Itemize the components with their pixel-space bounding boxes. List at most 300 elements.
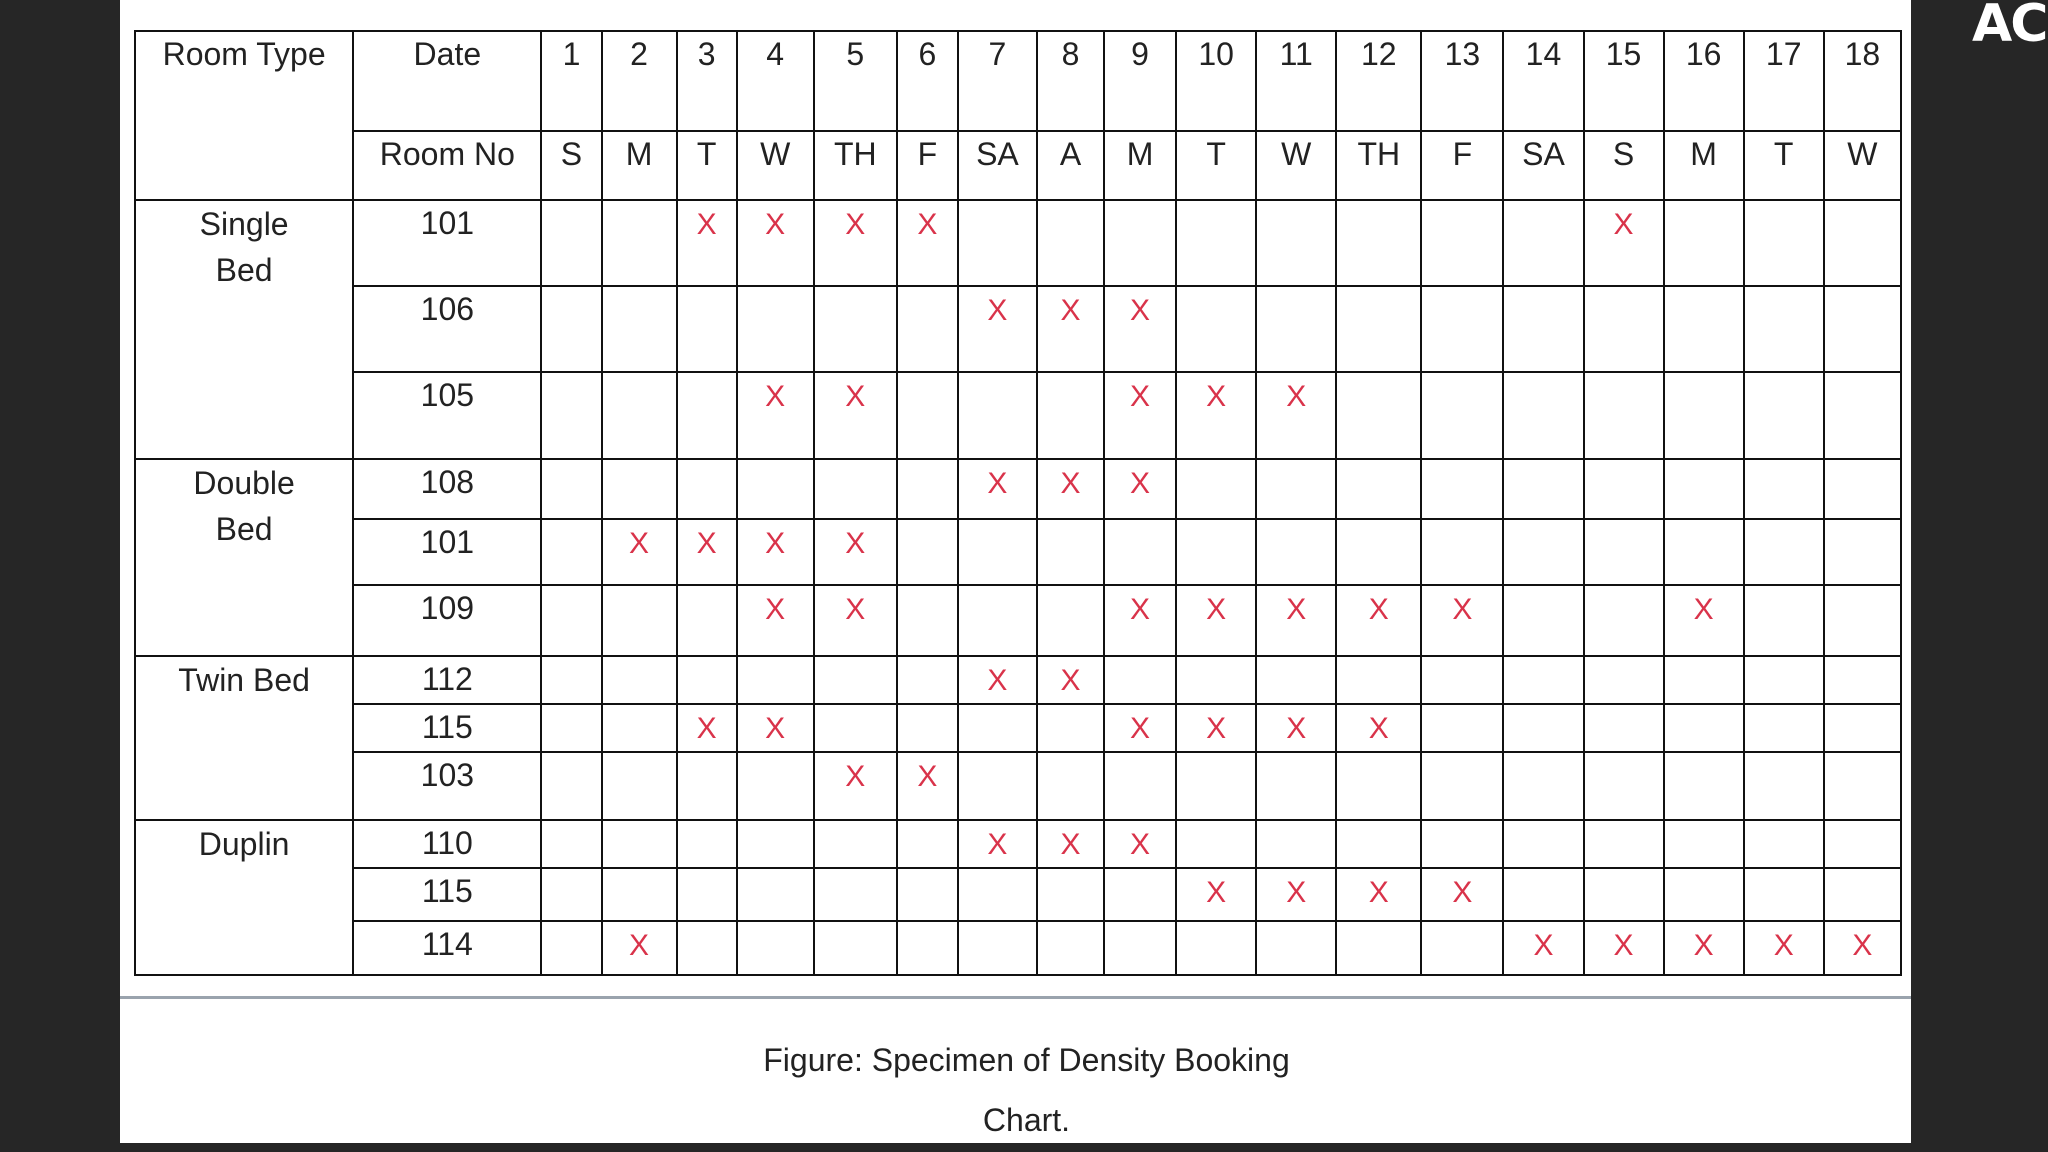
figure-caption (120, 1030, 1933, 1150)
density-booking-chart-table (134, 30, 1902, 976)
date-header-cell: 11 (1256, 31, 1336, 131)
date-header-cell: 14 (1503, 31, 1583, 131)
booking-cell (1256, 459, 1336, 519)
date-header-cell: 13 (1421, 31, 1503, 131)
booking-cell (737, 752, 814, 820)
booking-cell (1104, 459, 1176, 519)
booking-cell (1421, 585, 1503, 655)
day-header-cell: TH (1336, 131, 1421, 199)
booking-cell (897, 585, 958, 655)
booked-mark: X (845, 760, 866, 793)
table-row (135, 286, 1901, 372)
booking-cell (1336, 820, 1421, 868)
booking-cell (1584, 752, 1664, 820)
booking-cell (814, 820, 897, 868)
booking-cell (1104, 519, 1176, 585)
booking-cell (1336, 585, 1421, 655)
booking-cell (1421, 656, 1503, 704)
booked-mark: X (765, 207, 786, 241)
booking-cell (541, 459, 601, 519)
booking-cell (1664, 585, 1744, 655)
booking-cell (897, 459, 958, 519)
booking-cell (1256, 921, 1336, 975)
date-header-cell: 4 (737, 31, 814, 131)
booking-cell (1256, 752, 1336, 820)
booking-cell (1256, 519, 1336, 585)
booking-cell (1256, 200, 1336, 286)
booked-mark: X (1368, 711, 1389, 745)
booking-cell (1104, 286, 1176, 372)
booked-mark: X (1206, 711, 1227, 745)
booking-cell (958, 286, 1037, 372)
booking-cell (677, 921, 737, 975)
booking-cell (958, 704, 1037, 752)
booked-mark: X (1206, 380, 1227, 414)
booking-cell (541, 656, 601, 704)
date-header-cell: 6 (897, 31, 958, 131)
booking-cell (1336, 704, 1421, 752)
booking-cell (1176, 752, 1256, 820)
booking-cell (1104, 820, 1176, 868)
booking-cell (541, 704, 601, 752)
booking-cell (1336, 921, 1421, 975)
date-header-cell: 10 (1176, 31, 1256, 131)
room-no-cell: 105 (353, 372, 541, 458)
room-no-cell: 115 (353, 704, 541, 752)
booking-cell (1336, 459, 1421, 519)
booking-cell (1336, 372, 1421, 458)
booking-cell (541, 519, 601, 585)
booking-cell (814, 868, 897, 920)
table-row (135, 704, 1901, 752)
header-date: Date (353, 31, 541, 131)
booking-cell (1824, 519, 1901, 585)
booking-cell (541, 372, 601, 458)
header-room-no: Room No (353, 131, 541, 199)
booking-cell (737, 286, 814, 372)
room-no-cell: 110 (353, 820, 541, 868)
day-header-cell: A (1037, 131, 1104, 199)
booked-mark: X (917, 760, 938, 793)
booking-cell (602, 459, 677, 519)
booked-mark: X (629, 527, 650, 561)
booked-mark: X (1693, 593, 1714, 627)
booking-cell (1104, 868, 1176, 920)
booking-cell (897, 372, 958, 458)
booking-cell (897, 921, 958, 975)
booking-cell (1664, 704, 1744, 752)
booking-cell (1256, 656, 1336, 704)
day-header-cell: M (1104, 131, 1176, 199)
booking-cell (1824, 585, 1901, 655)
booking-cell (958, 372, 1037, 458)
room-no-cell: 115 (353, 868, 541, 920)
day-header-cell: T (1176, 131, 1256, 199)
booking-cell (1584, 286, 1664, 372)
booking-cell (1664, 820, 1744, 868)
booking-cell (677, 200, 737, 286)
booked-mark: X (1130, 466, 1151, 500)
booking-cell (602, 921, 677, 975)
booking-cell (1824, 372, 1901, 458)
booking-cell (814, 921, 897, 975)
booked-mark: X (1613, 928, 1634, 962)
day-header-cell: W (1256, 131, 1336, 199)
booked-mark: X (845, 527, 866, 561)
booking-cell (737, 200, 814, 286)
booking-cell (958, 585, 1037, 655)
booking-cell (897, 752, 958, 820)
booking-cell (1503, 752, 1583, 820)
booking-cell (677, 286, 737, 372)
caption-line-2: Chart. (982, 1102, 1071, 1138)
booked-mark: X (917, 207, 938, 241)
booked-mark: X (1060, 294, 1081, 328)
booking-cell (541, 752, 601, 820)
booking-cell (1176, 704, 1256, 752)
booking-cell (677, 656, 737, 704)
booking-cell (1104, 921, 1176, 975)
booking-cell (541, 820, 601, 868)
booking-cell (1336, 286, 1421, 372)
table-row (135, 820, 1901, 868)
booked-mark: X (845, 380, 866, 414)
booking-cell (602, 585, 677, 655)
booking-cell (1744, 459, 1824, 519)
booking-cell (1503, 286, 1583, 372)
date-header-cell: 5 (814, 31, 897, 131)
booking-cell (897, 656, 958, 704)
page-divider (120, 996, 1911, 999)
booking-cell (1104, 704, 1176, 752)
booking-cell (602, 868, 677, 920)
booked-mark: X (1286, 711, 1307, 745)
booking-cell (1037, 585, 1104, 655)
booking-cell (1421, 519, 1503, 585)
booking-cell (1037, 820, 1104, 868)
booking-cell (1104, 656, 1176, 704)
date-header-cell: 12 (1336, 31, 1421, 131)
room-no-cell: 114 (353, 921, 541, 975)
booking-cell (814, 656, 897, 704)
room-no-cell: 101 (353, 519, 541, 585)
booking-cell (737, 459, 814, 519)
booked-mark: X (696, 527, 717, 561)
booking-cell (1256, 820, 1336, 868)
booking-cell (1744, 372, 1824, 458)
booking-cell (1664, 372, 1744, 458)
day-header-cell: T (1744, 131, 1824, 199)
booking-cell (1503, 656, 1583, 704)
booking-cell (1584, 704, 1664, 752)
booking-cell (1503, 868, 1583, 920)
booking-cell (1744, 519, 1824, 585)
booking-cell (1421, 752, 1503, 820)
booking-cell (1503, 921, 1583, 975)
booking-cell (1824, 286, 1901, 372)
booking-cell (1104, 752, 1176, 820)
booked-mark: X (1286, 380, 1307, 414)
booking-cell (1503, 820, 1583, 868)
booking-cell (677, 868, 737, 920)
booking-cell (1824, 656, 1901, 704)
booking-cell (1104, 372, 1176, 458)
booked-mark: X (1130, 593, 1151, 627)
booking-cell (1037, 868, 1104, 920)
booking-cell (1503, 585, 1583, 655)
table-row (135, 585, 1901, 655)
booking-cell (677, 585, 737, 655)
booked-mark: X (1286, 876, 1307, 910)
booking-cell (1664, 656, 1744, 704)
booked-mark: X (1613, 207, 1634, 241)
day-header-cell: M (1664, 131, 1744, 199)
booking-cell (1421, 372, 1503, 458)
room-type-cell: Single Bed (135, 200, 353, 459)
booking-cell (958, 200, 1037, 286)
booking-cell (1176, 286, 1256, 372)
booking-cell (1037, 704, 1104, 752)
booking-cell (1176, 868, 1256, 920)
table-row (135, 868, 1901, 920)
booking-cell (897, 820, 958, 868)
booking-cell (1824, 752, 1901, 820)
booking-cell (541, 200, 601, 286)
caption-line-1: Figure: Specimen of Density Booking (763, 1042, 1290, 1078)
booked-mark: X (987, 466, 1008, 500)
booked-mark: X (696, 207, 717, 241)
booking-cell (1584, 656, 1664, 704)
booking-cell (677, 820, 737, 868)
table-row (135, 921, 1901, 975)
room-no-cell: 109 (353, 585, 541, 655)
room-no-cell: 103 (353, 752, 541, 820)
booking-cell (1256, 372, 1336, 458)
room-type-cell: Duplin (135, 820, 353, 975)
booking-cell (1176, 519, 1256, 585)
day-header-cell: W (1824, 131, 1901, 199)
booking-cell (958, 459, 1037, 519)
date-header-cell: 16 (1664, 31, 1744, 131)
booking-cell (958, 656, 1037, 704)
table-row (135, 519, 1901, 585)
booking-cell (1256, 585, 1336, 655)
booking-cell (677, 372, 737, 458)
booking-cell (1256, 868, 1336, 920)
day-header-cell: SA (1503, 131, 1583, 199)
room-no-cell: 101 (353, 200, 541, 286)
booking-cell (1664, 868, 1744, 920)
booked-mark: X (1693, 928, 1714, 962)
table-row (135, 656, 1901, 704)
room-no-cell: 108 (353, 459, 541, 519)
table-row (135, 200, 1901, 286)
booking-cell (1037, 372, 1104, 458)
booked-mark: X (765, 593, 786, 627)
booking-cell (1744, 704, 1824, 752)
booking-cell (1176, 200, 1256, 286)
booking-cell (1744, 868, 1824, 920)
booking-cell (602, 820, 677, 868)
booking-cell (677, 459, 737, 519)
watermark-logo: AC (1972, 0, 2047, 54)
booking-cell (1256, 704, 1336, 752)
booking-cell (737, 372, 814, 458)
day-header-cell: M (602, 131, 677, 199)
booking-cell (1176, 372, 1256, 458)
booking-cell (897, 868, 958, 920)
booked-mark: X (1368, 876, 1389, 910)
booking-cell (1664, 752, 1744, 820)
booking-cell (1336, 200, 1421, 286)
booked-mark: X (629, 928, 650, 962)
booking-cell (1503, 704, 1583, 752)
booking-cell (541, 585, 601, 655)
booked-mark: X (987, 663, 1008, 697)
booking-cell (1176, 820, 1256, 868)
day-header-cell: F (1421, 131, 1503, 199)
date-header-cell: 1 (541, 31, 601, 131)
booked-mark: X (1130, 294, 1151, 328)
room-no-cell: 106 (353, 286, 541, 372)
date-header-cell: 8 (1037, 31, 1104, 131)
booked-mark: X (1852, 928, 1873, 962)
booking-cell (541, 921, 601, 975)
document-page (120, 0, 1911, 1143)
booking-cell (1584, 820, 1664, 868)
booked-mark: X (765, 711, 786, 745)
booking-cell (958, 921, 1037, 975)
booked-mark: X (987, 294, 1008, 328)
booking-cell (1584, 585, 1664, 655)
booking-cell (897, 200, 958, 286)
date-header-cell: 9 (1104, 31, 1176, 131)
booking-cell (1584, 459, 1664, 519)
booked-mark: X (1533, 928, 1554, 962)
booking-cell (737, 820, 814, 868)
booked-mark: X (696, 711, 717, 745)
booking-cell (814, 459, 897, 519)
booking-cell (1421, 704, 1503, 752)
booking-cell (1421, 200, 1503, 286)
booking-cell (1824, 704, 1901, 752)
booking-cell (602, 752, 677, 820)
booking-cell (1824, 868, 1901, 920)
booking-cell (1421, 459, 1503, 519)
booking-cell (677, 704, 737, 752)
booked-mark: X (1206, 876, 1227, 910)
booking-cell (1176, 921, 1256, 975)
booked-mark: X (1060, 828, 1081, 862)
booking-cell (737, 704, 814, 752)
booking-cell (958, 868, 1037, 920)
date-header-cell: 15 (1584, 31, 1664, 131)
booked-mark: X (1368, 593, 1389, 627)
booked-mark: X (765, 380, 786, 414)
booking-cell (814, 585, 897, 655)
booking-cell (677, 752, 737, 820)
header-row-dates (135, 31, 1901, 131)
room-type-cell: Double Bed (135, 459, 353, 656)
booking-cell (602, 200, 677, 286)
booking-cell (1037, 656, 1104, 704)
booking-cell (541, 868, 601, 920)
header-room-type: Room Type (135, 31, 353, 200)
booking-cell (1421, 820, 1503, 868)
booking-cell (602, 286, 677, 372)
booked-mark: X (1130, 711, 1151, 745)
booking-cell (1256, 286, 1336, 372)
booking-cell (1037, 921, 1104, 975)
booking-cell (602, 704, 677, 752)
booking-cell (897, 519, 958, 585)
booking-cell (602, 372, 677, 458)
date-header-cell: 18 (1824, 31, 1901, 131)
date-header-cell: 2 (602, 31, 677, 131)
booking-cell (1336, 868, 1421, 920)
booked-mark: X (1060, 663, 1081, 697)
booking-cell (1744, 286, 1824, 372)
booking-cell (1744, 200, 1824, 286)
booking-cell (737, 921, 814, 975)
booked-mark: X (1773, 928, 1794, 962)
booked-mark: X (765, 527, 786, 561)
booking-cell (1336, 752, 1421, 820)
booking-cell (737, 868, 814, 920)
booking-cell (677, 519, 737, 585)
booking-cell (737, 519, 814, 585)
date-header-cell: 3 (677, 31, 737, 131)
table-row (135, 372, 1901, 458)
booked-mark: X (845, 207, 866, 241)
booking-cell (1824, 820, 1901, 868)
booking-cell (897, 286, 958, 372)
booking-cell (1824, 200, 1901, 286)
booked-mark: X (1206, 593, 1227, 627)
booking-cell (958, 820, 1037, 868)
booking-cell (1744, 820, 1824, 868)
booking-cell (1336, 656, 1421, 704)
booking-cell (737, 656, 814, 704)
booking-cell (1037, 752, 1104, 820)
booking-cell (1336, 519, 1421, 585)
booking-cell (1744, 585, 1824, 655)
booking-cell (958, 519, 1037, 585)
booking-cell (1176, 459, 1256, 519)
day-header-cell: SA (958, 131, 1037, 199)
booking-cell (541, 286, 601, 372)
booking-cell (1664, 921, 1744, 975)
booking-cell (1744, 921, 1824, 975)
day-header-cell: W (737, 131, 814, 199)
booking-cell (1104, 200, 1176, 286)
booking-cell (602, 519, 677, 585)
booking-cell (1664, 200, 1744, 286)
table-row (135, 752, 1901, 820)
booking-cell (1037, 519, 1104, 585)
booking-cell (1824, 459, 1901, 519)
header-row-days (135, 131, 1901, 199)
booking-cell (1664, 286, 1744, 372)
booking-cell (814, 372, 897, 458)
day-header-cell: S (1584, 131, 1664, 199)
room-type-cell: Twin Bed (135, 656, 353, 821)
booking-cell (1503, 200, 1583, 286)
booking-cell (737, 585, 814, 655)
date-header-cell: 17 (1744, 31, 1824, 131)
booking-cell (1744, 752, 1824, 820)
booking-cell (1744, 656, 1824, 704)
